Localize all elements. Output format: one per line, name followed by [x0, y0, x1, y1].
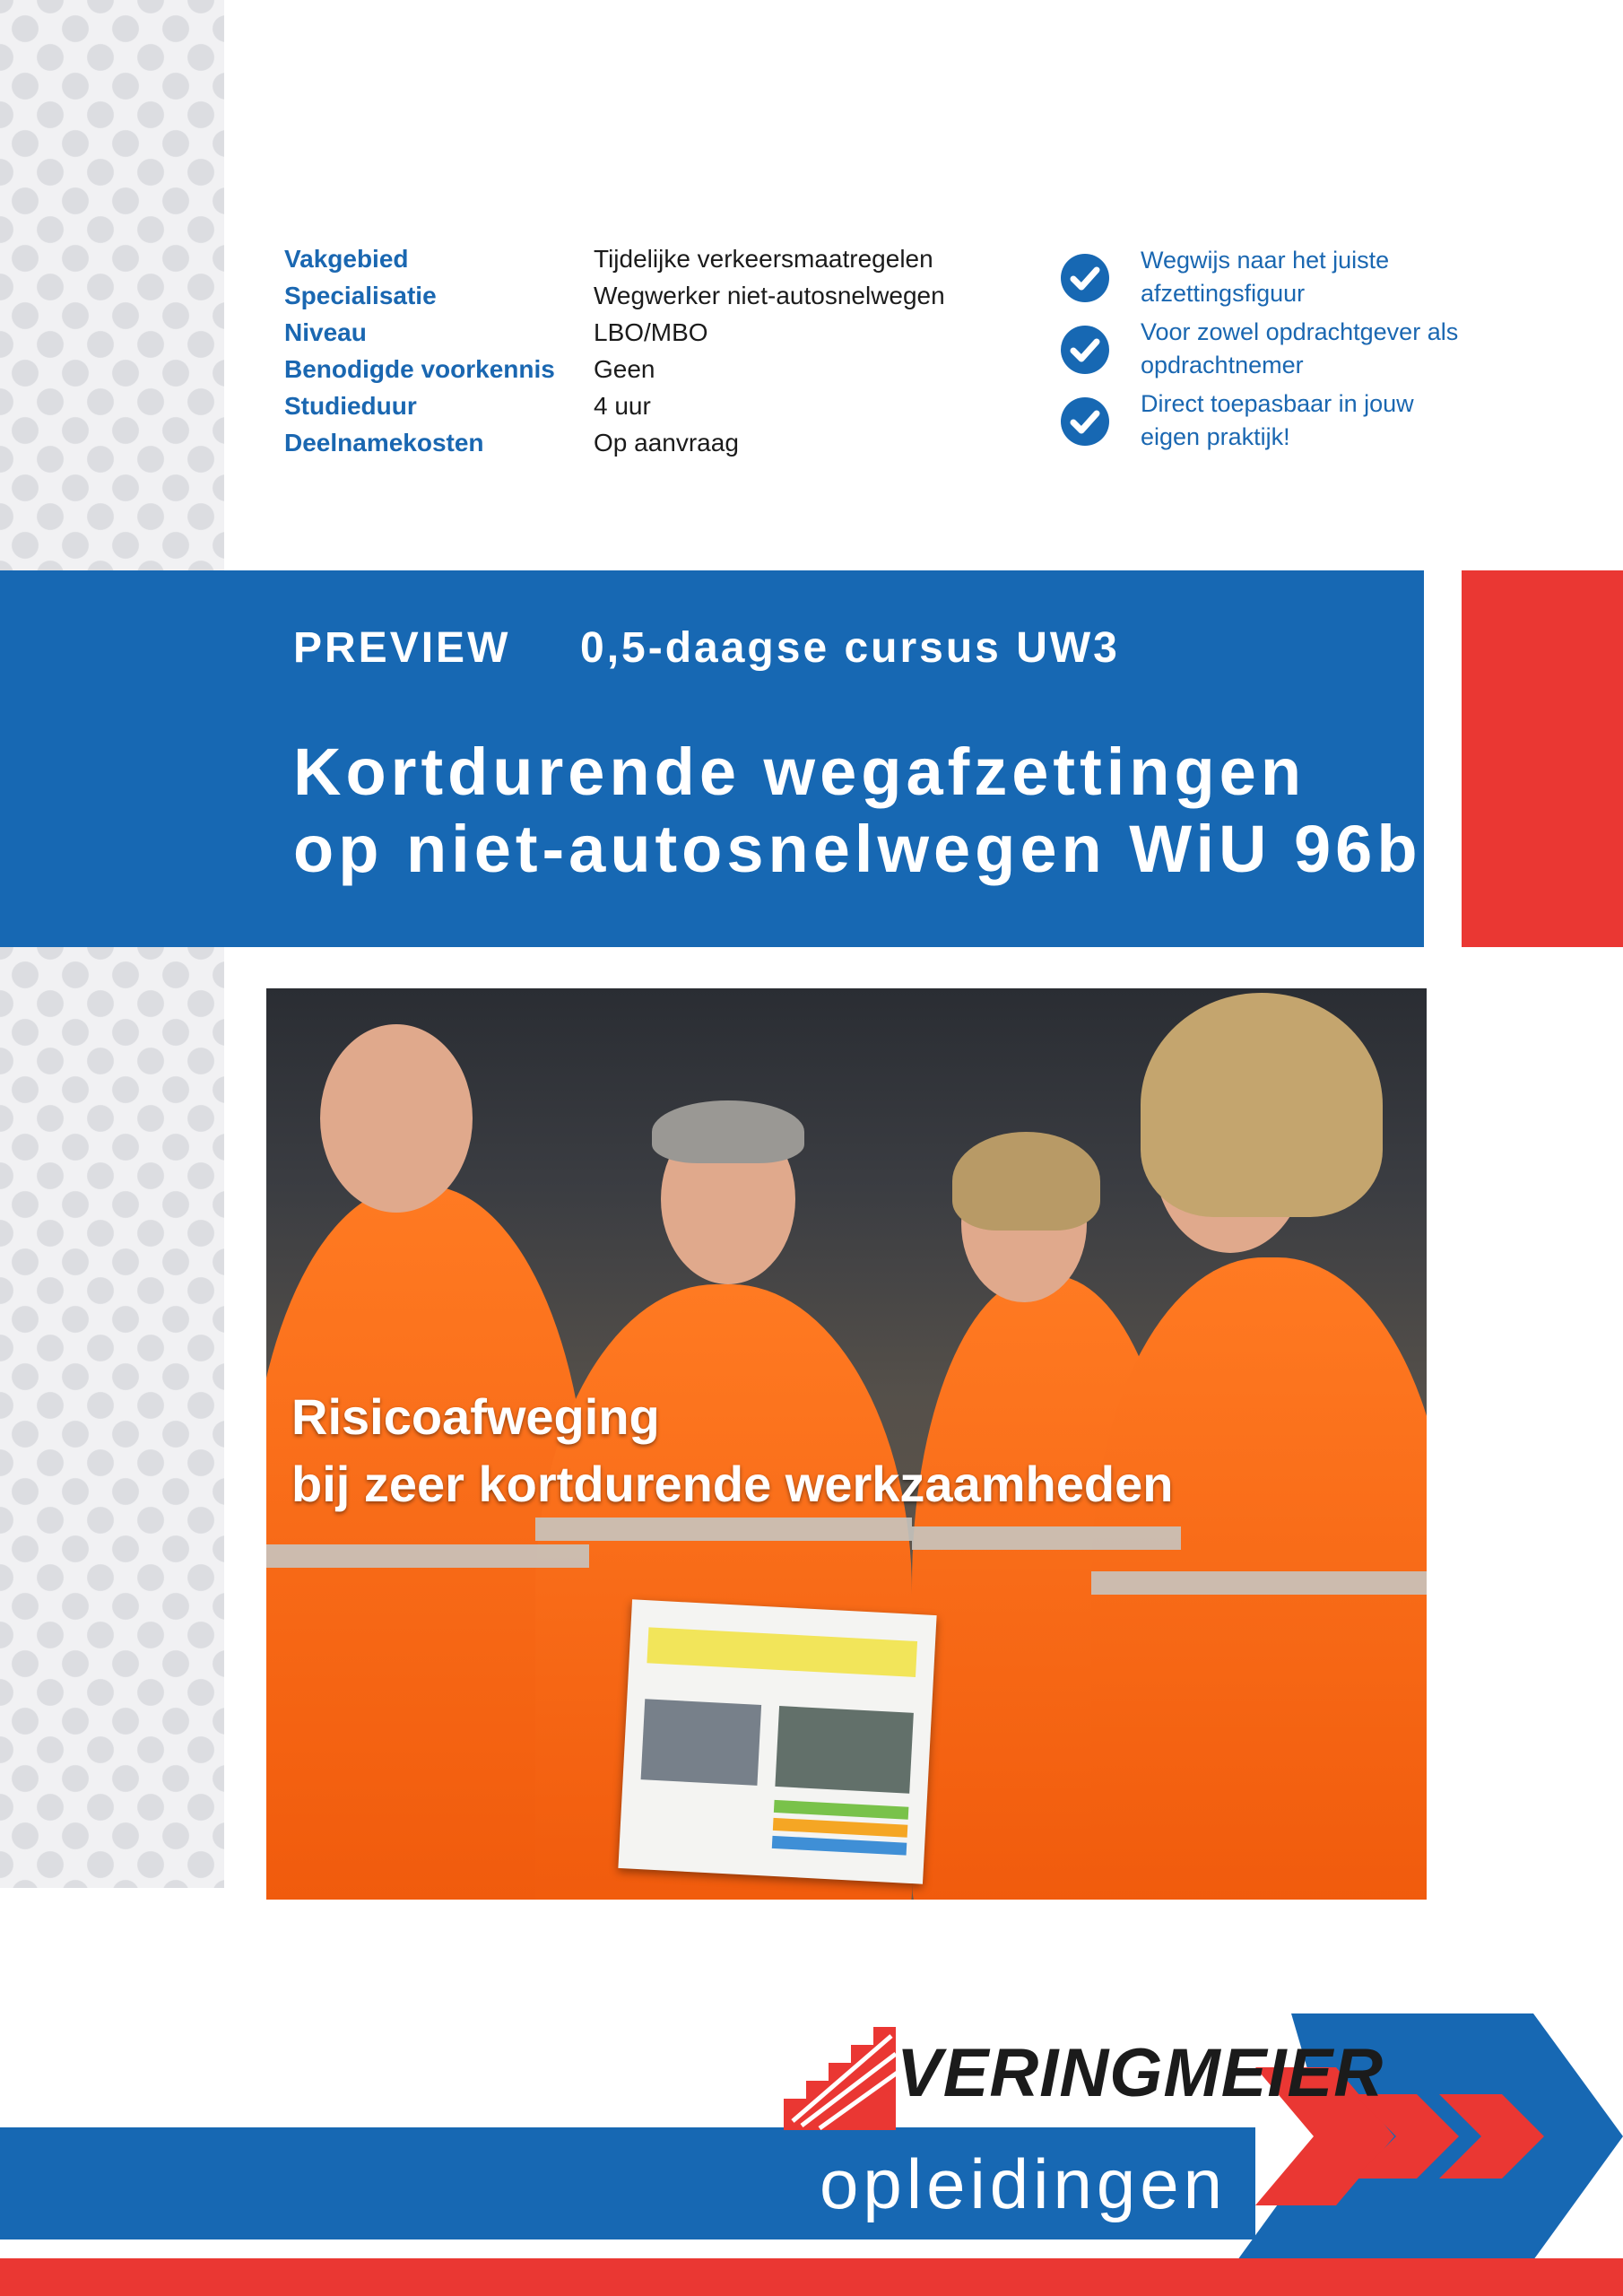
- benefit-line-2: afzettingsfiguur: [1141, 280, 1306, 307]
- benefit-text: [1141, 244, 1389, 310]
- hexagon-pattern-bottom: [0, 946, 224, 1888]
- course-info-table: [284, 242, 1060, 460]
- brand-subtitle: opleidingen: [820, 2144, 1228, 2223]
- course-type: 0,5-daagse cursus UW3: [580, 624, 1120, 672]
- info-label-deelnamekosten: Deelnamekosten: [284, 429, 484, 457]
- benefit-line-2: opdrachtnemer: [1141, 352, 1304, 378]
- benefit-line-2: eigen praktijk!: [1141, 423, 1290, 450]
- info-label-specialisatie: Specialisatie: [284, 282, 437, 309]
- info-label-studieduur: Studieduur: [284, 392, 417, 420]
- footer-red-bar: [0, 2258, 1623, 2296]
- photo-caption: [291, 1383, 1173, 1518]
- caption-line-1: Risicoafweging: [291, 1388, 660, 1445]
- reflective-stripe: [912, 1526, 1181, 1550]
- person-hair: [652, 1100, 804, 1163]
- benefit-line-1: Wegwijs naar het juiste: [1141, 247, 1390, 274]
- reflective-stripe: [1091, 1571, 1427, 1595]
- info-value-specialisatie: Wegwerker niet-autosnelwegen: [594, 282, 945, 309]
- check-circle-icon: [1060, 325, 1110, 375]
- benefit-item: [1060, 386, 1481, 457]
- benefit-text: [1141, 316, 1458, 382]
- preview-label: PREVIEW: [293, 624, 511, 672]
- benefit-line-1: Voor zowel opdrachtgever als: [1141, 318, 1459, 345]
- title-line-2: op niet-autosnelwegen WiU 96b: [293, 812, 1422, 886]
- person-head: [320, 1024, 473, 1213]
- person-hair: [1141, 993, 1383, 1217]
- benefit-text: [1141, 387, 1414, 454]
- info-value-niveau: LBO/MBO: [594, 318, 708, 346]
- title-line-1: Kortdurende wegafzettingen: [293, 735, 1306, 809]
- benefit-line-1: Direct toepasbaar in jouw: [1141, 390, 1414, 417]
- red-accent-bar: [1462, 570, 1623, 947]
- brand-stairs-icon: [784, 2013, 900, 2130]
- binder-image: [618, 1599, 936, 1883]
- info-value-studieduur: 4 uur: [594, 392, 651, 420]
- person-hair: [952, 1132, 1100, 1231]
- hexagon-pattern-top: [0, 0, 224, 570]
- benefit-item: [1060, 242, 1481, 314]
- benefit-item: [1060, 314, 1481, 386]
- caption-line-2: bij zeer kortdurende werkzaamheden: [291, 1456, 1174, 1512]
- info-label-vakgebied: Vakgebied: [284, 245, 409, 273]
- info-value-vakgebied: Tijdelijke verkeersmaatregelen: [594, 245, 933, 273]
- info-value-voorkennis: Geen: [594, 355, 655, 383]
- check-circle-icon: [1060, 396, 1110, 447]
- reflective-stripe: [266, 1544, 589, 1568]
- check-circle-icon: [1060, 253, 1110, 303]
- info-label-niveau: Niveau: [284, 318, 367, 346]
- info-value-deelnamekosten: Op aanvraag: [594, 429, 739, 457]
- banner-subtitle-row: [293, 623, 1120, 673]
- reflective-stripe: [535, 1518, 912, 1541]
- info-label-voorkennis: Benodigde voorkennis: [284, 355, 555, 383]
- benefits-list: [1060, 242, 1481, 457]
- course-photo: [266, 988, 1427, 1900]
- brand-name: VERINGMEIER: [897, 2035, 1384, 2111]
- page-title: [293, 734, 1422, 888]
